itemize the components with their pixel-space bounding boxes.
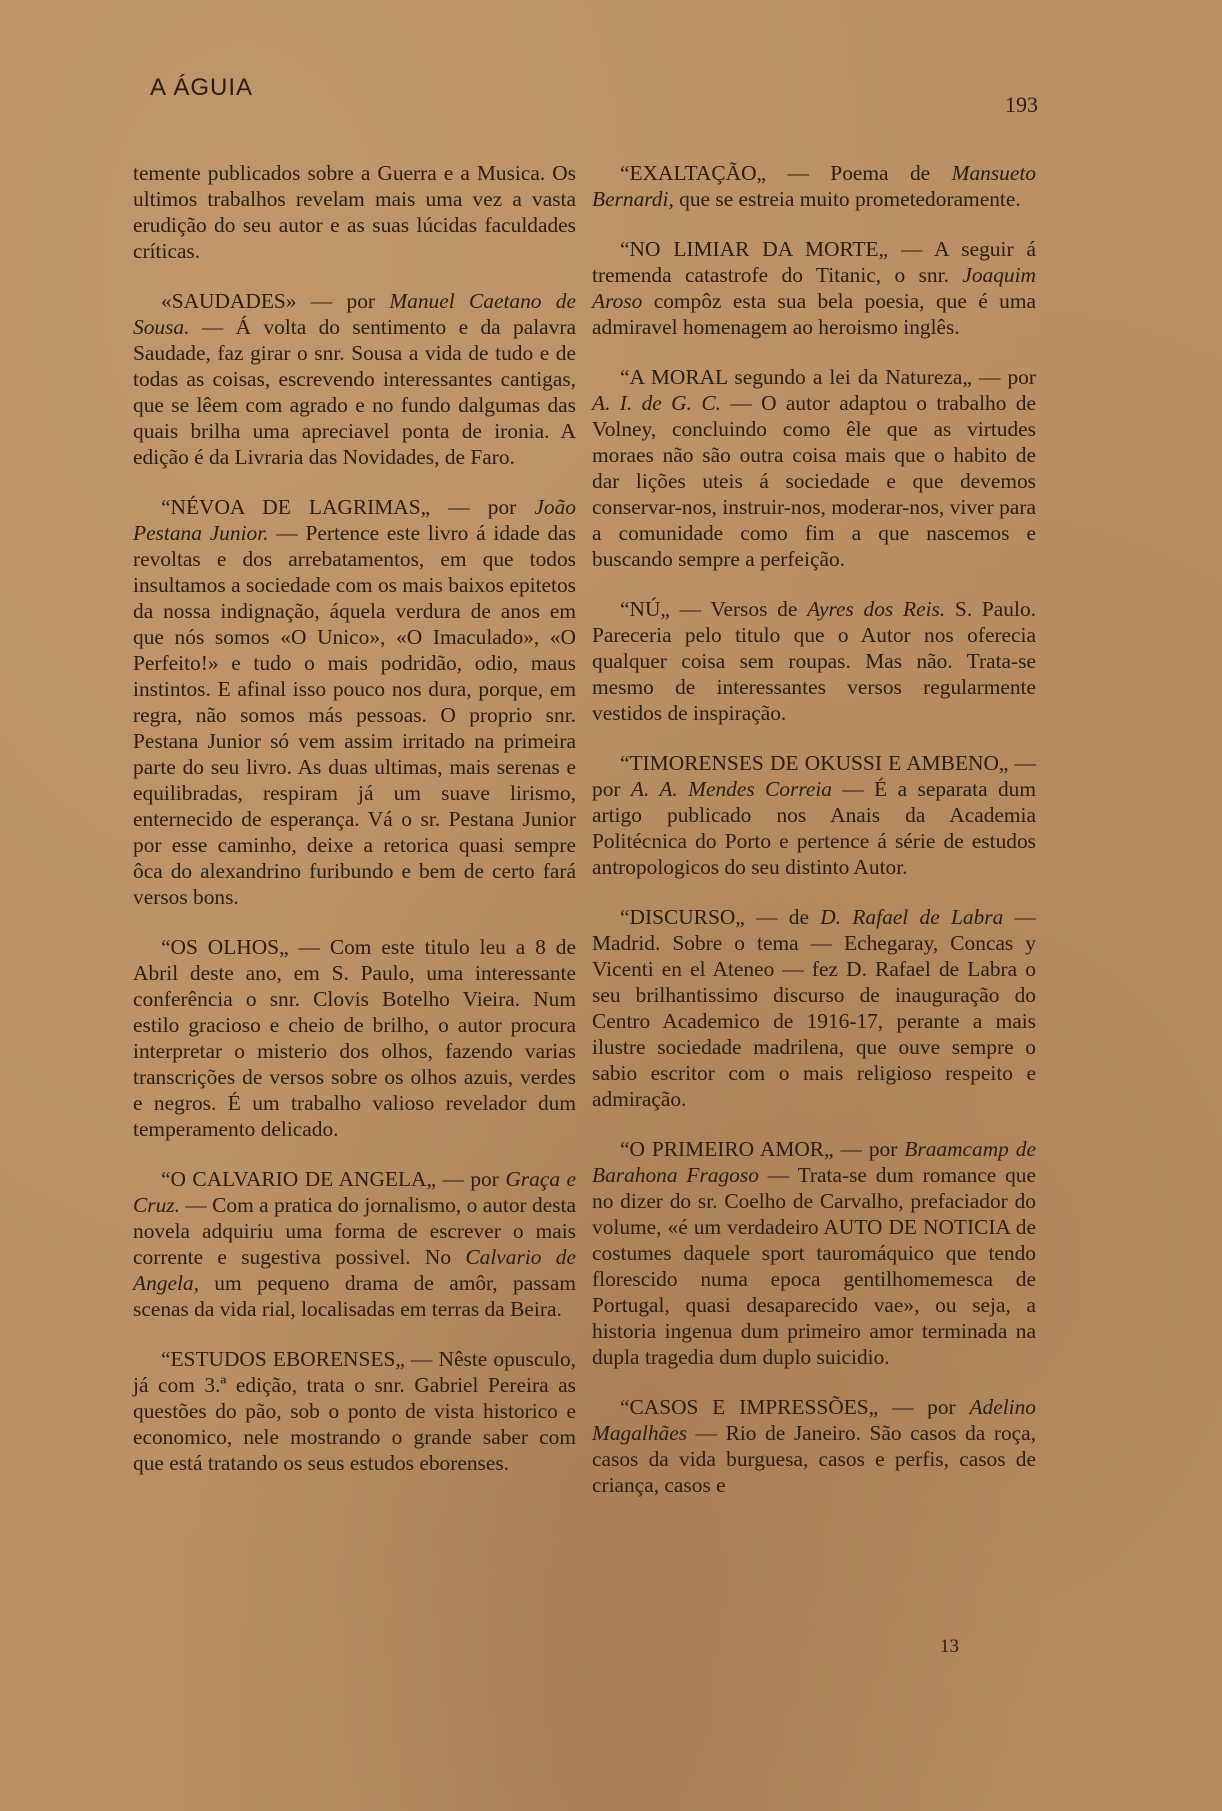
- paragraph-text: “A MORAL segundo a lei da Natureza„ — por: [620, 365, 1036, 389]
- paragraph-text: “OS OLHOS„ — Com este titulo leu a 8 de Abril deste ano, em S. Paulo, uma interessante conferência o snr. Clovis Botelho Vieira. Num estilo gracioso e cheio de brilho, o autor procura interpretar o misterio dos olhos, fazendo varias transcrições de versos sobre os olhos azuis, verdes e negros. É um trabalho valioso revelador dum temperamento delicado.: [133, 935, 576, 1141]
- review-paragraph: [133, 288, 576, 470]
- running-title: A ÁGUIA: [150, 74, 254, 101]
- review-paragraph: [592, 596, 1036, 726]
- paragraph-text: “EXALTAÇÃO„ — Poema de: [620, 161, 952, 185]
- paragraph-text: — Rio de Janeiro. São casos da roça, casos da vida burguesa, casos e perfis, casos de criança, casos e: [592, 1421, 1036, 1497]
- italic-name: Joaquim Aroso: [592, 263, 1036, 313]
- paragraph-text: — Madrid. Sobre o tema — Echegaray, Concas y Vicenti en el Ateneo — fez D. Rafael de Labra o seu brilhantissimo discurso de inauguração do Centro Academico de 1916-17, perante a mais ilustre sociedade madrilena, que ouve sempre o sabio escritor com o mais religioso respeito e admiração.: [592, 905, 1036, 1111]
- paragraph-text: “O PRIMEIRO AMOR„ — por: [620, 1137, 905, 1161]
- italic-name: A. A. Mendes Correia: [630, 777, 832, 801]
- italic-name: Graça e Cruz.: [133, 1167, 577, 1217]
- page-number: 193: [1005, 92, 1038, 117]
- paragraph-text: temente publicados sobre a Guerra e a Musica. Os ultimos trabalhos revelam mais uma vez a vasta erudição do seu autor e as suas lúcidas faculdades críticas.: [133, 161, 576, 263]
- paragraph-text: “NÚ„ — Versos de: [620, 597, 808, 621]
- paragraph-text: “ESTUDOS EBORENSES„ — Nêste opusculo, já com 3.ª edição, trata o snr. Gabriel Pereira as questões do pão, sob o ponto de vista historico e economico, nele mostrando o grande saber com que está tratando os seus estudos eborenses.: [133, 1347, 576, 1475]
- review-paragraph: [592, 1136, 1036, 1370]
- paragraph-text: — Trata-se dum romance que no dizer do sr. Coelho de Carvalho, prefaciador do volume, «é um verdadeiro AUTO DE NOTICIA de costumes daquele sport tauromáquico que tendo florescido numa epoca gentilhomemesca de Portugal, quasi desaparecido vae», ou seja, a historia ingenua dum primeiro amor terminada na dupla tragedia dum duplo suicidio.: [592, 1163, 1036, 1369]
- paragraph-text: “DISCURSO„ — de: [620, 905, 821, 929]
- paragraph-text: — Pertence este livro á idade das revoltas e dos arrebatamentos, em que todos insultamos a sociedade com os mais baixos epitetos da nossa indignação, áquela verdura de anos em que nós somos «O Unico», «O Imaculado», «O Perfeito!» e tudo o mais podridão, odio, maus instintos. E afinal isso pouco nos dura, porque, em regra, não somos más pessoas. O proprio snr. Pestana Junior só vem assim irritado na primeira parte do seu livro. As duas ultimas, mais serenas e equilibradas, respiram já um suave lirismo, enternecido de esperança. Vá o sr. Pestana Junior por esse caminho, deixe a retorica quasi sempre ôca do alexandrino furibundo e bem de certo fará versos bons.: [133, 521, 576, 909]
- review-paragraph: [133, 160, 576, 264]
- paragraph-text: “O CALVARIO DE ANGELA„ — por: [161, 1167, 506, 1191]
- right-column: [592, 160, 1036, 1522]
- review-paragraph: [592, 904, 1036, 1112]
- paragraph-text: compôz esta sua bela poesia, que é uma admiravel homenagem ao heroismo inglês.: [592, 289, 1036, 339]
- paragraph-text: “NO LIMIAR DA MORTE„ — A seguir á tremenda catastrofe do Titanic, o snr.: [592, 237, 1036, 287]
- italic-name: João Pestana Junior.: [133, 495, 576, 545]
- review-paragraph: [592, 364, 1036, 572]
- italic-name: Calvario de Angela,: [133, 1245, 576, 1295]
- paragraph-text: um pequeno drama de amôr, passam scenas da vida rial, localisadas em terras da Beira.: [133, 1271, 576, 1321]
- review-paragraph: [592, 160, 1036, 212]
- italic-name: A. I. de G. C.: [592, 391, 721, 415]
- review-paragraph: [592, 236, 1036, 340]
- review-paragraph: [133, 494, 576, 910]
- paragraph-text: “TIMORENSES DE OKUSSI E AMBENO„ — por: [592, 751, 1036, 801]
- paragraph-text: — O autor adaptou o trabalho de Volney, concluindo como êle que as virtudes moraes não são outra coisa mais que o habito de dar lições uteis á sociedade e que devemos conservar-nos, instruir-nos, moderar-nos, viver para a comunidade como fim a que nascemos e buscando sempre a perfeição.: [592, 391, 1036, 571]
- printer-signature: 13: [940, 1636, 959, 1657]
- review-paragraph: [133, 1346, 576, 1476]
- review-paragraph: [592, 1394, 1036, 1498]
- italic-name: Mansueto Bernardi,: [592, 161, 1036, 211]
- review-paragraph: [133, 1166, 576, 1322]
- review-paragraph: [133, 934, 576, 1142]
- italic-name: Ayres dos Reis.: [807, 597, 946, 621]
- paragraph-text: «SAUDADES» — por: [161, 289, 390, 313]
- paragraph-text: — Á volta do sentimento e da palavra Saudade, faz girar o snr. Sousa a vida de tudo e de todas as coisas, escrevendo interessantes cantigas, que se lêem com agrado e no fundo dalgumas das quais brilha uma apreciavel ponta de ironia. A edição é da Livraria das Novidades, de Faro.: [133, 315, 576, 469]
- italic-name: Adelino Magalhães: [592, 1395, 1036, 1445]
- paragraph-text: — É a separata dum artigo publicado nos Anais da Academia Politécnica do Porto e pertence á série de estudos antropologicos do seu distinto Autor.: [592, 777, 1036, 879]
- paragraph-text: S. Paulo. Pareceria pelo titulo que o Autor nos oferecia qualquer coisa sem roupas. Mas não. Trata-se mesmo de interessantes versos regularmente vestidos de inspiração.: [592, 597, 1036, 725]
- italic-name: Manuel Caetano de Sousa.: [133, 289, 576, 339]
- paragraph-text: — Com a pratica do jornalismo, o autor desta novela adquiriu uma forma de escrever o mais corrente e sugestiva possivel. No: [133, 1193, 576, 1269]
- italic-name: D. Rafael de Labra: [820, 905, 1004, 929]
- review-paragraph: [592, 750, 1036, 880]
- paragraph-text: que se estreia muito prometedoramente.: [673, 187, 1021, 211]
- italic-name: Braamcamp de Barahona Fragoso: [592, 1137, 1036, 1187]
- paragraph-text: “CASOS E IMPRESSÕES„ — por: [620, 1395, 970, 1419]
- paragraph-text: “NÉVOA DE LAGRIMAS„ — por: [161, 495, 535, 519]
- left-column: [133, 160, 576, 1500]
